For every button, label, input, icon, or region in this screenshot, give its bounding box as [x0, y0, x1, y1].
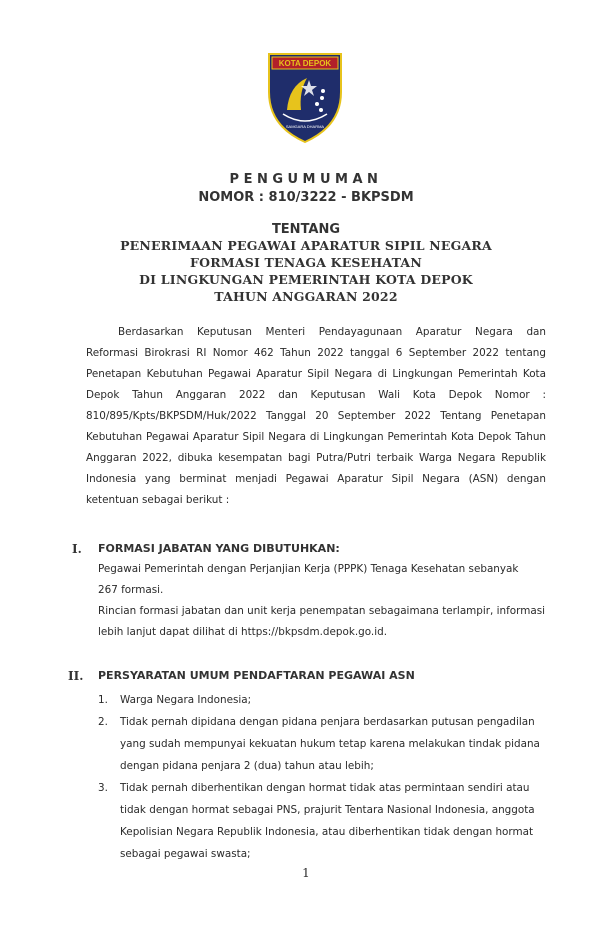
intro-line: Anggaran 2022, dibuka kesempatan bagi Putra/Putri terbaik Warga Negara Republik — [86, 452, 546, 464]
item-line: sebagai pegawai swasta; — [120, 848, 251, 860]
section-1-paragraph-1 — [98, 559, 546, 601]
subject-line-3: DI LINGKUNGAN PEMERINTAH KOTA DEPOK — [139, 272, 473, 287]
intro-line: Penetapan Kebutuhan Pegawai Aparatur Sipil Negara di Lingkungan Pemerintah Kota — [86, 368, 546, 380]
announcement-number: NOMOR : 810/3222 - BKPSDM — [198, 190, 414, 205]
section-1-paragraph-2 — [98, 601, 546, 643]
section-1-line: 267 formasi. — [98, 584, 164, 596]
section-1-title: FORMASI JABATAN YANG DIBUTUHKAN: — [98, 542, 340, 555]
item-number: 1. — [98, 694, 108, 706]
section-1-line: Pegawai Pemerintah dengan Perjanjian Kerja (PPPK) Tenaga Kesehatan sebanyak — [98, 563, 519, 575]
intro-line: ketentuan sebagai berikut : — [86, 494, 230, 506]
intro-line: Indonesia yang berminat menjadi Pegawai Aparatur Sipil Negara (ASN) dengan — [86, 473, 546, 485]
requirement-item-2 — [98, 711, 548, 777]
announcement-title: PENGUMUMAN — [229, 172, 383, 187]
section-1-number: I. — [72, 542, 82, 556]
tentang-heading: TENTANG — [271, 222, 341, 237]
requirement-item-1 — [98, 689, 548, 711]
item-line: yang sudah mempunyai kekuatan hukum tetap karena melakukan tindak pidana — [120, 738, 540, 750]
item-line: Warga Negara Indonesia; — [120, 694, 252, 706]
intro-line: Reformasi Birokrasi RI Nomor 462 Tahun 2022 tanggal 6 September 2022 tentang — [86, 347, 546, 359]
intro-paragraph — [86, 322, 546, 511]
kota-depok-emblem-logo — [267, 52, 343, 144]
item-line: Tidak pernah diberhentikan dengan hormat tidak atas permintaan sendiri atau — [120, 782, 530, 794]
page-number: 1 — [302, 866, 310, 880]
item-number: 3. — [98, 782, 108, 794]
item-line: dengan pidana penjara 2 (dua) tahun atau lebih; — [120, 760, 374, 772]
intro-line: Berdasarkan Keputusan Menteri Pendayagunaan Aparatur Negara dan — [118, 326, 546, 338]
intro-line: 810/895/Kpts/BKPSDM/Huk/2022 Tanggal 20 September 2022 Tentang Penetapan — [86, 410, 546, 422]
intro-line: Kebutuhan Pegawai Aparatur Sipil Negara di Lingkungan Pemerintah Kota Depok Tahun — [86, 431, 546, 443]
item-line: tidak dengan hormat sebagai PNS, prajurit Tentara Nasional Indonesia, anggota — [120, 804, 535, 816]
requirement-item-3 — [98, 777, 548, 865]
section-2-title: PERSYARATAN UMUM PENDAFTARAN PEGAWAI ASN — [98, 669, 415, 682]
subject-line-1: PENERIMAAN PEGAWAI APARATUR SIPIL NEGARA — [120, 238, 492, 253]
logo-text: KOTA DEPOK — [278, 59, 332, 68]
item-number: 2. — [98, 716, 108, 728]
section-2-number: II. — [68, 669, 84, 683]
section-1-line: Rincian formasi jabatan dan unit kerja penempatan sebagaimana terlampir, informasi — [98, 605, 546, 617]
item-line: Tidak pernah dipidana dengan pidana penjara berdasarkan putusan pengadilan — [120, 716, 535, 728]
section-1-line: lebih lanjut dapat dilihat di https://bkpsdm.depok.go.id. — [98, 626, 388, 638]
subject-line-2: FORMASI TENAGA KESEHATAN — [190, 255, 422, 270]
item-line: Kepolisian Negara Republik Indonesia, atau diberhentikan tidak dengan hormat — [120, 826, 534, 838]
logo-motto: SAMGARA DHARMA — [285, 124, 325, 129]
subject-line-4: TAHUN ANGGARAN 2022 — [214, 289, 398, 304]
intro-line: Depok Tahun Anggaran 2022 dan Keputusan Wali Kota Depok Nomor : — [86, 389, 546, 401]
